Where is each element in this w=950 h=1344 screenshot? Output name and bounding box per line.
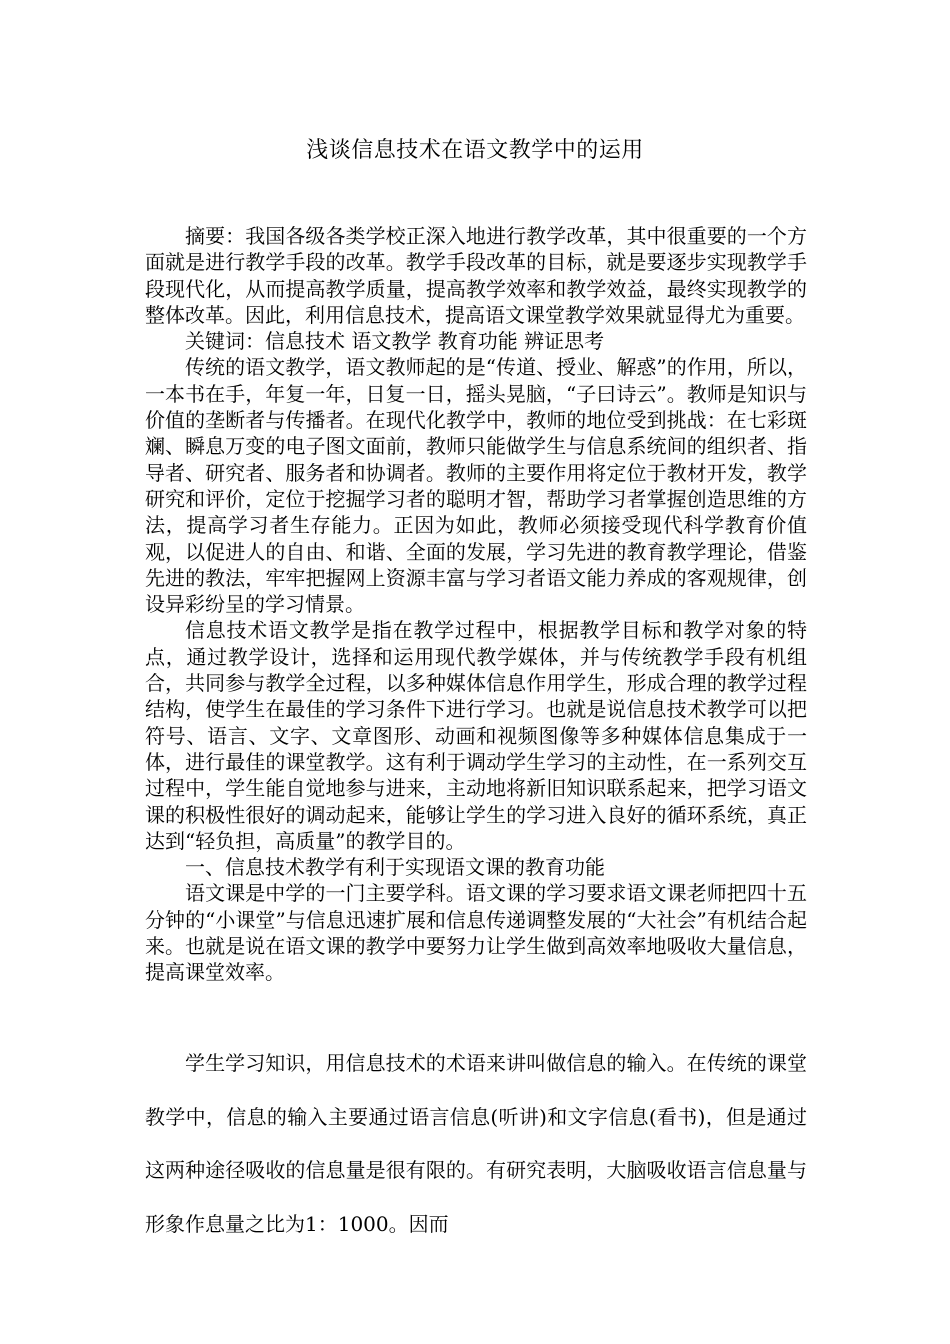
body-paragraph-wide-spacing: 学生学习知识，用信息技术的术语来讲叫做信息的输入。在传统的课堂教学中，信息的输入主要通过语言信息(听讲)和文字信息(看书)，但是通过这两种途径吸收的信息量是很有限的。有研究表明，大脑吸收语言信息量与形象作息量之比为1：1000。因而 bbox=[145, 1051, 807, 1236]
document-title: 浅谈信息技术在语文教学中的运用 bbox=[306, 138, 644, 163]
document-tail bbox=[145, 1037, 807, 1251]
body-paragraph: 信息技术语文教学是指在教学过程中，根据教学目标和教学对象的特点，通过教学设计，选择和运用现代教学媒体，并与传统教学手段有机组合，共同参与教学全过程，以多种媒体信息作用学生，形成合理的教学过程结构，使学生在最佳的学习条件下进行学习。也就是说信息技术教学可以把符号、语言、文字、文章图形、动画和视频图像等多种媒体信息集成于一体，进行最佳的课堂教学。这有利于调动学生学习的主动性，在一系列交互过程中，学生能自觉地参与进来，主动地将新旧知识联系起来，把学习语文课的积极性很好的调动起来，能够让学生的学习进入良好的循环系统，真正达到“轻负担，高质量”的教学目的。 bbox=[145, 618, 807, 853]
body-paragraph: 传统的语文教学，语文教师起的是“传道、授业、解惑”的作用，所以，一本书在手，年复一年，日复一日，摇头晃脑，“子曰诗云”。教师是知识与价值的垄断者与传播者。在现代化教学中，教师的地位受到挑战：在七彩斑斓、瞬息万变的电子图文面前，教师只能做学生与信息系统间的组织者、指导者、研究者、服务者和协调者。教师的主要作用将定位于教材开发，教学研究和评价，定位于挖掘学习者的聪明才智，帮助学习者掌握创造思维的方法，提高学习者生存能力。正因为如此，教师必须接受现代科学教育价值观，以促进人的自由、和谐、全面的发展，学习先进的教育教学理论，借鉴先进的教法，牢牢把握网上资源丰富与学习者语文能力养成的客观规律，创设异彩纷呈的学习情景。 bbox=[145, 355, 807, 617]
section-heading: 一、信息技术教学有利于实现语文课的教育功能 bbox=[185, 855, 605, 880]
abstract-paragraph: 摘要：我国各级各类学校正深入地进行教学改革，其中很重要的一个方面就是进行教学手段的改革。教学手段改革的目标，就是要逐步实现教学手段现代化，从而提高教学质量，提高教学效率和教学效益，最终实现教学的整体改革。因此，利用信息技术，提高语文课堂教学效果就显得尤为重要。 bbox=[145, 224, 807, 327]
document-body bbox=[145, 223, 807, 986]
body-paragraph: 语文课是中学的一门主要学科。语文课的学习要求语文课老师把四十五分钟的“小课堂”与信息迅速扩展和信息传递调整发展的“大社会”有机结合起来。也就是说在语文课的教学中要努力让学生做到高效率地吸收大量信息，提高课堂效率。 bbox=[145, 881, 807, 985]
keywords-paragraph: 关键词：信息技术 语文教学 教育功能 辨证思考 bbox=[185, 329, 605, 354]
